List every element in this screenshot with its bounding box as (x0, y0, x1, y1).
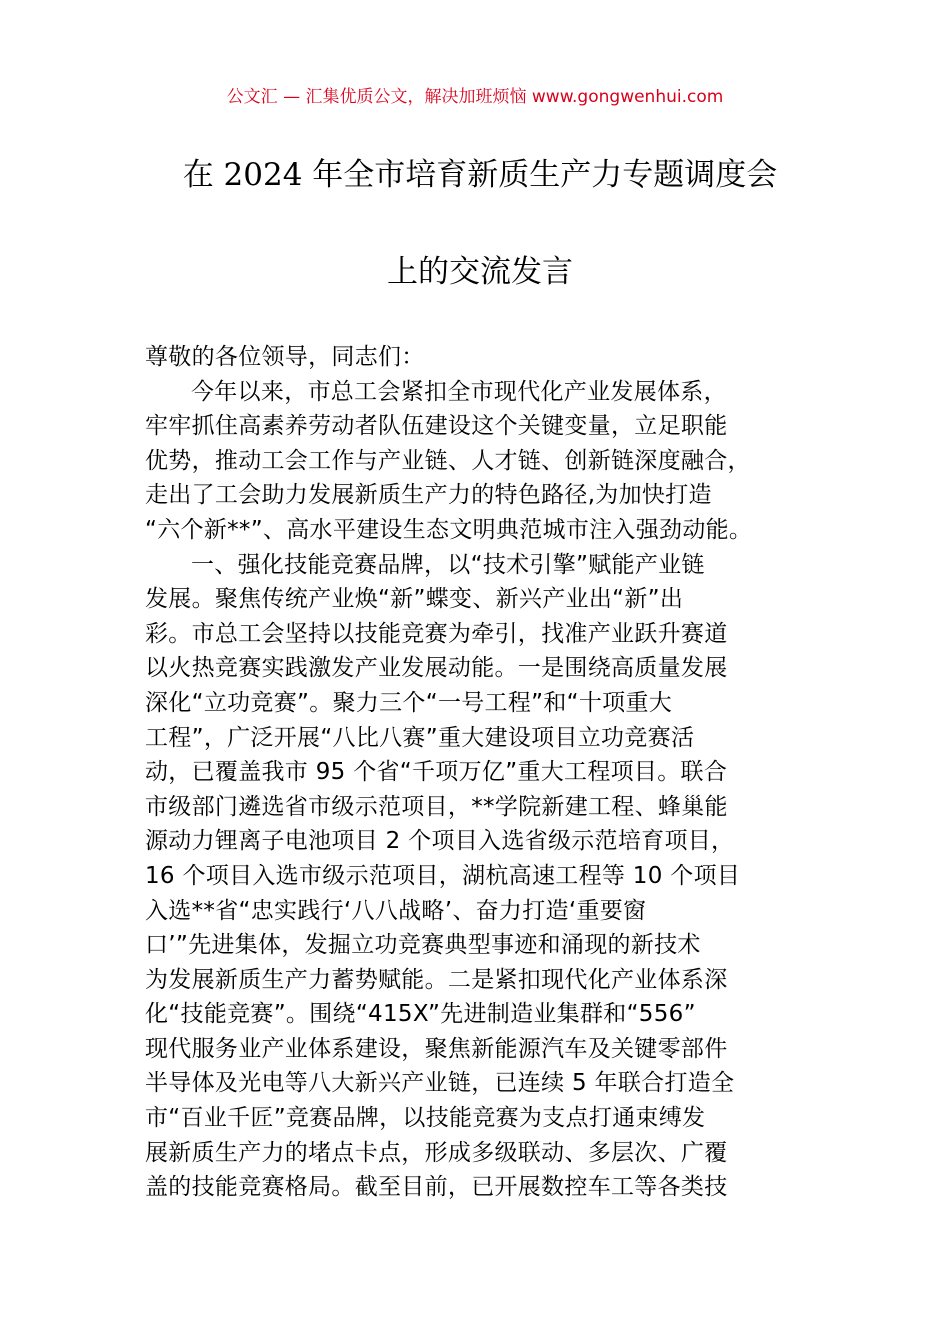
paragraph-line: 16 个项目入选市级示范项目，湖杭高速工程等 10 个项目 (145, 862, 741, 889)
paragraph-line: 动，已覆盖我市 95 个省“千项万亿”重大工程项目。联合 (145, 759, 728, 786)
paragraph-line: 半导体及光电等八大新兴产业链，已连续 5 年联合打造全 (145, 1070, 735, 1097)
paragraph-line: 彩。市总工会坚持以技能竞赛为牵引，找准产业跃升赛道 (145, 620, 728, 647)
paragraph-line: 深化“立功竞赛”。聚力三个“一号工程”和“十项重大 (145, 689, 673, 716)
section-heading-line: 一、强化技能竞赛品牌，以“技术引擎”赋能产业链 (191, 551, 705, 578)
paragraph-line: 入选**省“忠实践行‘八八战略’、奋力打造‘重要窗 (145, 897, 647, 924)
paragraph-line: 走出了工会助力发展新质生产力的特色路径,为加快打造 (145, 482, 712, 509)
paragraph-line: 盖的技能竞赛格局。截至目前，已开展数控车工等各类技 (145, 1174, 728, 1201)
document-body (145, 340, 845, 1205)
paragraph-line: 发展。聚焦传统产业焕“新”蝶变、新兴产业出“新”出 (145, 586, 684, 613)
paragraph-line: 今年以来，市总工会紧扣全市现代化产业发展体系， (191, 378, 727, 405)
paragraph-line: 市级部门遴选省市级示范项目，**学院新建工程、蜂巢能 (145, 793, 728, 820)
paragraph-line: 为发展新质生产力蓄势赋能。二是紧扣现代化产业体系深 (145, 966, 728, 993)
paragraph-line: 牢牢抓住高素养劳动者队伍建设这个关键变量，立足职能 (145, 413, 728, 440)
paragraph-line: 市“百业千匠”竞赛品牌，以技能竞赛为支点打通束缚发 (145, 1105, 706, 1132)
salutation: 尊敬的各位领导，同志们： (145, 344, 425, 370)
site-banner: 公文汇 — 汇集优质公文，解决加班烦恼 www.gongwenhui.com (226, 87, 724, 107)
paragraph-line: 化“技能竞赛”。围绕“415X”先进制造业集群和“556” (145, 1001, 696, 1028)
paragraph-line: 源动力锂离子电池项目 2 个项目入选省级示范培育项目， (145, 828, 735, 855)
paragraph-line: 展新质生产力的堵点卡点，形成多级联动、多层次、广覆 (145, 1139, 728, 1166)
paragraph-line: “六个新**”、高水平建设生态文明典范城市注入强劲动能。 (145, 516, 753, 543)
paragraph-line: 优势，推动工会工作与产业链、人才链、创新链深度融合， (145, 447, 751, 474)
document-title-line-1: 在 2024 年全市培育新质生产力专题调度会 (182, 157, 778, 193)
paragraph-line: 口’”先进集体，发掘立功竞赛典型事迹和涌现的新技术 (145, 932, 701, 959)
paragraph-line: 以火热竞赛实践激发产业发展动能。一是围绕高质量发展 (145, 655, 728, 682)
paragraph-line: 现代服务业产业体系建设，聚焦新能源汽车及关键零部件 (145, 1035, 728, 1062)
paragraph-line: 工程”，广泛开展“八比八赛”重大建设项目立功竞赛活 (145, 724, 695, 751)
document-title-line-2: 上的交流发言 (387, 254, 573, 290)
